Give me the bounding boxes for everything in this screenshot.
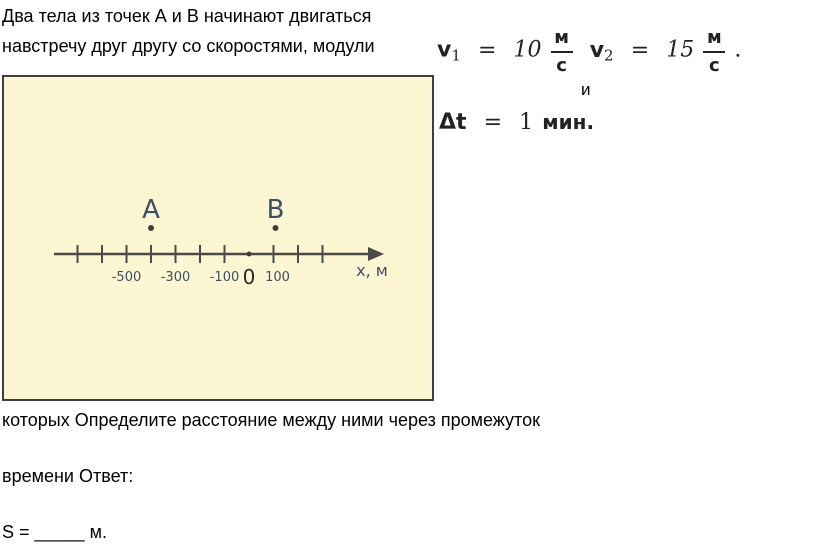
point-a-label: A (142, 195, 160, 225)
v1-symbol: v (437, 37, 452, 63)
v2-unit-denominator: с (708, 55, 720, 76)
v2-symbol: v (589, 37, 605, 63)
v1-unit-fraction (551, 28, 573, 76)
problem-text-line-1: Два тела из точек А и В начинают двигаться (2, 6, 372, 26)
number-line-svg (4, 77, 436, 403)
v2-fraction-bar (703, 51, 725, 53)
v1-subscript: 1 (451, 46, 461, 65)
time-value: 1 (519, 110, 534, 135)
velocity-formula (437, 28, 741, 76)
point-b-label: B (266, 195, 285, 225)
tick-label: 0 (242, 265, 256, 289)
axis-arrowhead (368, 247, 384, 261)
v2-unit-numerator: м (706, 27, 722, 48)
v2-subscript: 2 (604, 46, 614, 65)
origin-dot (247, 252, 252, 257)
tick-labels (112, 265, 290, 289)
v2-unit-fraction (703, 28, 725, 76)
tick-label: -300 (160, 270, 191, 285)
tick-label: 100 (265, 270, 290, 285)
v2-value: 15 (666, 37, 695, 63)
delta-t-symbol: Δt (439, 110, 467, 135)
equals-sign-2: = (630, 37, 650, 63)
problem-text-line-2: навстречу друг другу со скоростями, модули (2, 36, 375, 56)
problem-text-line-4: времени Ответ: (2, 466, 134, 486)
answer-line: S = _____ м. (2, 522, 107, 542)
time-formula (439, 110, 594, 135)
point-a-dot (148, 225, 154, 231)
v1-fraction-bar (551, 51, 573, 53)
v1-unit-denominator: с (556, 55, 567, 76)
problem-text-line-3: которых Определите расстояние между ними через промежуток (2, 410, 540, 430)
equals-sign-3: = (483, 110, 503, 135)
v1-unit-numerator: м (554, 27, 569, 48)
tick-label: -100 (209, 270, 240, 285)
tick-label: -500 (111, 270, 142, 285)
and-word: и (581, 80, 591, 99)
v1-value: 10 (513, 37, 542, 63)
point-b-dot (273, 225, 279, 231)
formula-period: . (734, 37, 742, 63)
equals-sign-1: = (477, 37, 497, 63)
number-line-figure (2, 75, 434, 401)
time-unit: мин. (542, 110, 595, 134)
axis-label: x, м (356, 261, 388, 280)
